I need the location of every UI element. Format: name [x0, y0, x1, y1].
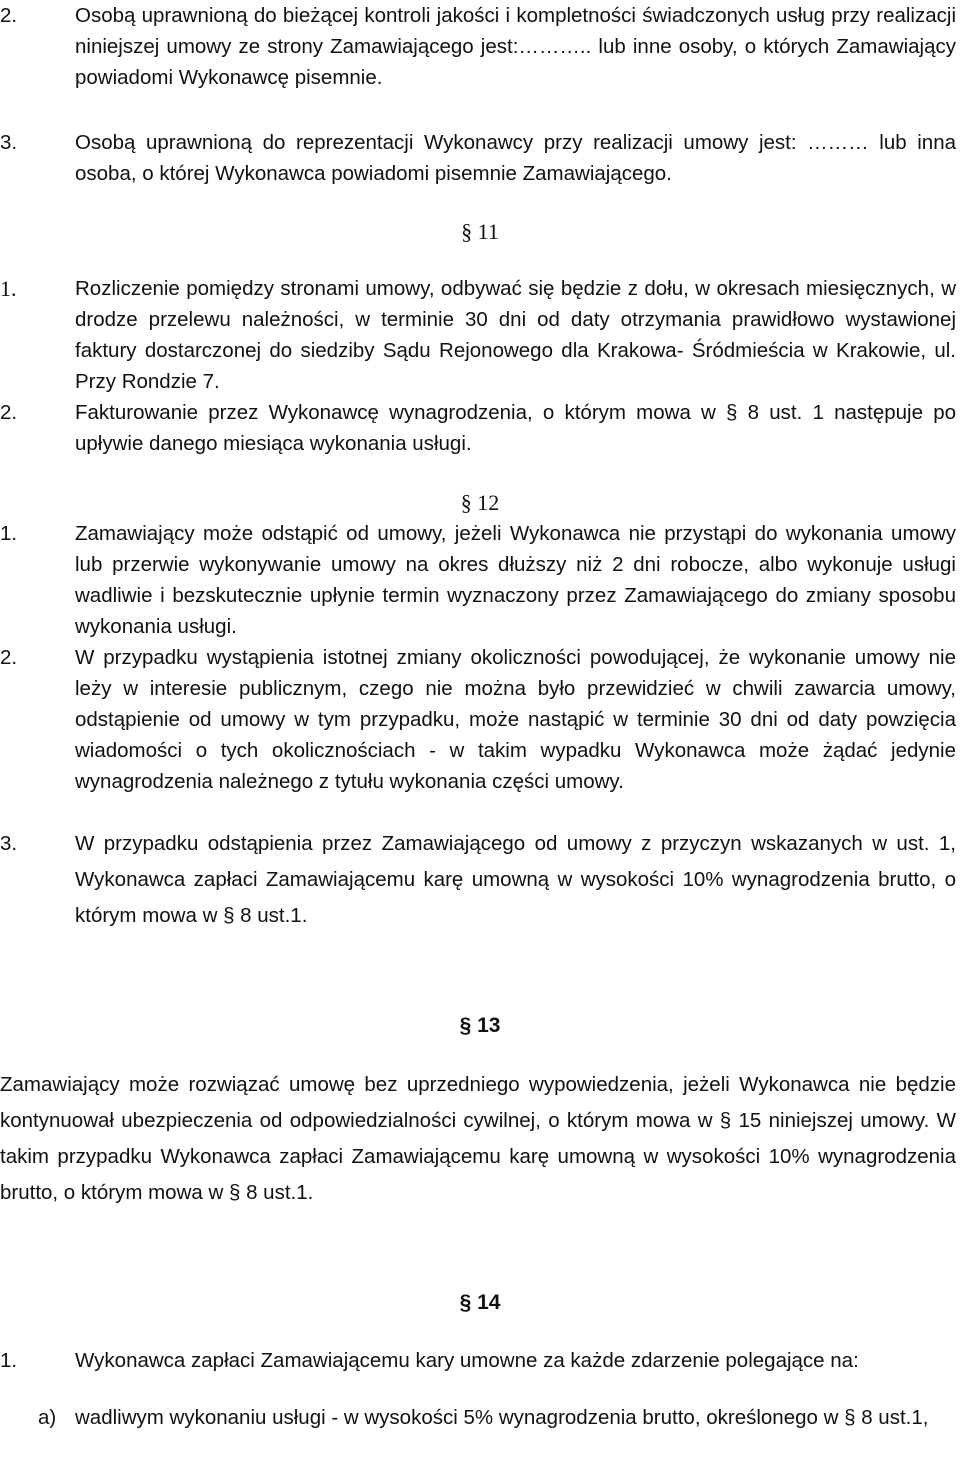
item-text: wadliwym wykonaniu usługi - w wysokości 5% wynagrodzenia brutto, określonego w § 8 ust.1, — [75, 1406, 929, 1429]
section-heading-11: § 11 — [461, 219, 499, 244]
item-text: Osobą uprawnioną do reprezentacji Wykonawcy przy realizacji umowy jest: ……… lub inna osoba, o której Wykonawca powiadomi pisemnie Zamawiającego. — [75, 131, 956, 185]
item-number: 2. — [0, 401, 18, 424]
item-number: 2. — [0, 646, 18, 669]
item-text: Fakturowanie przez Wykonawcę wynagrodzenia, o którym mowa w § 8 ust. 1 następuje po upływie danego miesiąca wykonania usługi. — [75, 401, 956, 455]
list-item — [0, 1345, 956, 1376]
list-item — [0, 1402, 956, 1433]
list-item — [0, 826, 956, 934]
list-item — [0, 273, 956, 397]
item-number: 1. — [0, 276, 17, 301]
section-heading-13: § 13 — [459, 1014, 501, 1037]
item-text: Rozliczenie pomiędzy stronami umowy, odbywać się będzie z dołu, w okresach miesięcznych, w drodze przelewu należności, w terminie 30 dni od daty otrzymania prawidłowo wystawionej faktury dostarczonej do siedziby Sądu Rejonowego dla Krakowa- Śródmieścia w Krakowie, ul. Przy Rondzie 7. — [75, 277, 956, 393]
list-item — [0, 518, 956, 642]
item-text: Osobą uprawnioną do bieżącej kontroli jakości i kompletności świadczonych usług przy realizacji niniejszej umowy ze strony Zamawiającego jest:……….. lub inne osoby, o których Zamawiający powiadomi Wykonawcę pisemnie. — [75, 4, 956, 89]
item-number: 3. — [0, 131, 18, 154]
list-item — [0, 397, 956, 459]
section-heading-14: § 14 — [459, 1291, 501, 1314]
item-number: 3. — [0, 832, 18, 855]
item-number: 1. — [0, 1349, 18, 1372]
item-text: W przypadku odstąpienia przez Zamawiającego od umowy z przyczyn wskazanych w ust. 1, Wykonawca zapłaci Zamawiającemu karę umowną w wysokości 10% wynagrodzenia brutto, o którym mowa w § 8 ust.1. — [75, 832, 956, 927]
section-13-paragraph: Zamawiający może rozwiązać umowę bez uprzedniego wypowiedzenia, jeżeli Wykonawca nie będzie kontynuował ubezpieczenia od odpowiedzialności cywilnej, o którym mowa w § 15 niniejszej umowy. W takim przypadku Wykonawca zapłaci Zamawiającemu karę umowną w wysokości 10% wynagrodzenia brutto, o którym mowa w § 8 ust.1. — [0, 1073, 956, 1204]
item-text: W przypadku wystąpienia istotnej zmiany okoliczności powodującej, że wykonanie umowy nie leży w interesie publicznym, czego nie można było przewidzieć w chwili zawarcia umowy, odstąpienie od umowy w tym przypadku, może nastąpić w terminie 30 dni od daty powzięcia wiadomości o tych okolicznościach - w takim wypadku Wykonawca może żądać jedynie wynagrodzenia należnego z tytułu wykonania części umowy. — [75, 646, 956, 793]
list-item — [0, 0, 956, 93]
list-item — [0, 642, 956, 797]
section-heading-12: § 12 — [460, 490, 500, 515]
item-text: Zamawiający może odstąpić od umowy, jeżeli Wykonawca nie przystąpi do wykonania umowy lub przerwie wykonywanie umowy na okres dłuższy niż 2 dni robocze, albo wykonuje usługi wadliwie i bezskutecznie upłynie termin wyznaczony przez Zamawiającego do zmiany sposobu wykonania usługi. — [75, 522, 956, 638]
item-text: Wykonawca zapłaci Zamawiającemu kary umowne za każde zdarzenie polegające na: — [75, 1349, 859, 1372]
item-number: 2. — [0, 4, 18, 27]
item-number: 1. — [0, 522, 18, 545]
item-letter: a) — [38, 1406, 57, 1429]
list-item — [0, 127, 956, 189]
